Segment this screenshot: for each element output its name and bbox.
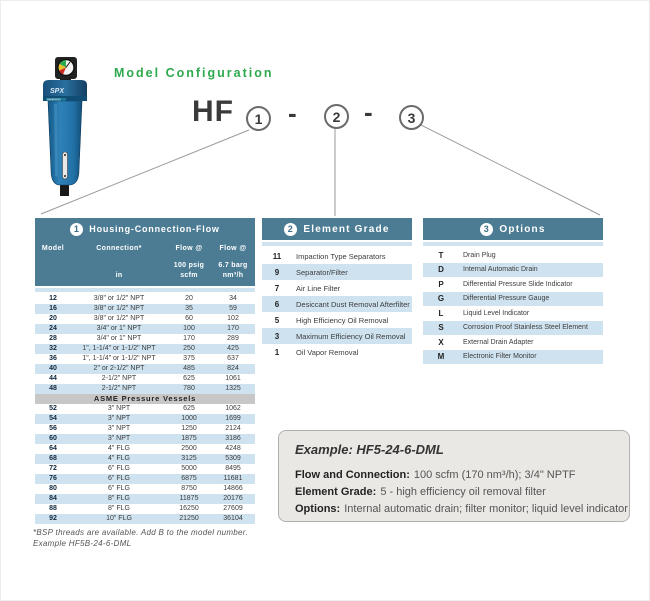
table-row: 20 3/8" or 1/2" NPT 60 102: [49, 315, 239, 322]
table-row: 88 8" FLG 16250 27609: [49, 505, 243, 512]
page-title: Model Configuration: [114, 66, 274, 80]
table-row: 32 1", 1-1/4" or 1-1/2" NPT 250 425: [35, 344, 255, 354]
housing-rows: [35, 294, 255, 394]
table-row: 36 1", 1-1/4" or 1-1/2" NPT 375 637: [49, 355, 239, 362]
table-row: 68 4" FLG 3125 5309: [35, 454, 255, 464]
table-row: 48 2-1/2" NPT 780 1325: [35, 384, 255, 394]
element-grade-table: [262, 218, 412, 360]
table-row: L Liquid Level Indicator: [438, 308, 530, 318]
model-code-segment-1: 1: [246, 106, 271, 131]
element-table-header: [262, 218, 412, 240]
element-rows: [262, 248, 412, 360]
table-row: 54 3" NPT 1000 1699: [35, 414, 255, 424]
table-row: S Corrosion Proof Stainless Steel Element: [423, 321, 603, 336]
table-row: 76 6" FLG 6875 11681: [35, 474, 255, 484]
table-row: 24 3/4" or 1" NPT 100 170: [35, 324, 255, 334]
table-row: 60 3" NPT 1875 3186: [35, 434, 255, 444]
table-row: 12 3/8" or 1/2" NPT 20 34: [49, 295, 237, 302]
table-row: 28 3/4" or 1" NPT 170 289: [49, 335, 239, 342]
circled-number-2-icon: 2: [284, 223, 297, 236]
table-row: M Electronic Filter Monitor: [423, 350, 603, 365]
table-row: 1 Oil Vapor Removal: [274, 347, 359, 357]
table-row: 56 3" NPT 1250 2124: [49, 425, 241, 432]
model-code-separator: -: [364, 97, 373, 127]
example-line: Options: Internal automatic drain; filter monitor; liquid level indicator: [295, 503, 628, 515]
example-line: Flow and Connection: 100 scfm (170 nm³/h); 3/4" NPTF: [295, 469, 576, 481]
housing-column-headers: Model Connection* in Flow @ 100 psig scfm Flow @ 6.7 barg nm³/h: [35, 240, 255, 286]
model-code-segment-2: 2: [324, 104, 349, 129]
example-title: Example: HF5-24-6-DML: [295, 442, 444, 457]
options-table-title: Options: [499, 223, 546, 235]
divider: [262, 242, 412, 246]
table-row: 16 3/8" or 1/2" NPT 35 59: [35, 304, 255, 314]
options-rows: [423, 248, 603, 364]
sight-glass: [63, 152, 68, 179]
table-row: X External Drain Adapter: [438, 337, 534, 347]
example-box: [278, 430, 630, 522]
drain-stem: [60, 184, 69, 196]
table-row: G Differential Pressure Gauge: [423, 292, 603, 307]
housing-table-header: [35, 218, 255, 286]
table-row: T Drain Plug: [438, 250, 496, 260]
brand-logo: SPX: [50, 88, 65, 95]
circled-number-3-icon: 3: [480, 223, 493, 236]
table-row: 7 Air Line Filter: [274, 283, 341, 293]
table-row: P Differential Pressure Slide Indicator: [438, 279, 573, 289]
series-label: HANKISON: [47, 98, 61, 102]
table-row: 5 High Efficiency Oil Removal: [274, 315, 389, 325]
divider: [35, 288, 255, 292]
table-row: 11 Impaction Type Separators: [272, 251, 386, 261]
housing-table-title: Housing-Connection-Flow: [89, 224, 220, 234]
table-row: 9 Separator/Filter: [262, 264, 412, 280]
table-row: D Internal Automatic Drain: [423, 263, 603, 278]
example-line: Element Grade: 5 - high efficiency oil removal filter: [295, 486, 546, 498]
options-table-header: [423, 218, 603, 240]
table-row: 3 Maximum Efficiency Oil Removal: [262, 328, 412, 344]
table-row: 64 4" FLG 2500 4248: [49, 445, 241, 452]
table-row: 52 3" NPT 625 1062: [49, 405, 241, 412]
example-lines: [295, 467, 628, 518]
table-row: 84 8" FLG 11875 20176: [35, 494, 255, 504]
table-row: 44 2-1/2" NPT 625 1061: [49, 375, 241, 382]
circled-number-1-icon: 1: [70, 223, 83, 236]
model-code-separator: -: [288, 98, 297, 128]
element-table-title: Element Grade: [303, 223, 390, 235]
table-row: 6 Desiccant Dust Removal Afterfilter: [262, 296, 412, 312]
bsp-footnote: *BSP threads are available. Add B to the model number. Example HF5B-24-6-DML: [33, 528, 248, 548]
table-row: 92 10" FLG 21250 36104: [35, 514, 255, 524]
asme-section-header: ASME Pressure Vessels: [35, 394, 255, 404]
model-code-segment-3: 3: [399, 105, 424, 130]
divider: [423, 242, 603, 246]
filter-product-illustration: [40, 52, 90, 198]
table-row: 80 6" FLG 8750 14866: [49, 485, 243, 492]
table-row: 40 2" or 2-1/2" NPT 485 824: [35, 364, 255, 374]
housing-connection-flow-table: [35, 218, 255, 524]
asme-rows: [35, 404, 255, 524]
table-row: 72 6" FLG 5000 8495: [49, 465, 241, 472]
model-code-prefix: HF: [192, 95, 234, 128]
options-table: [423, 218, 603, 364]
